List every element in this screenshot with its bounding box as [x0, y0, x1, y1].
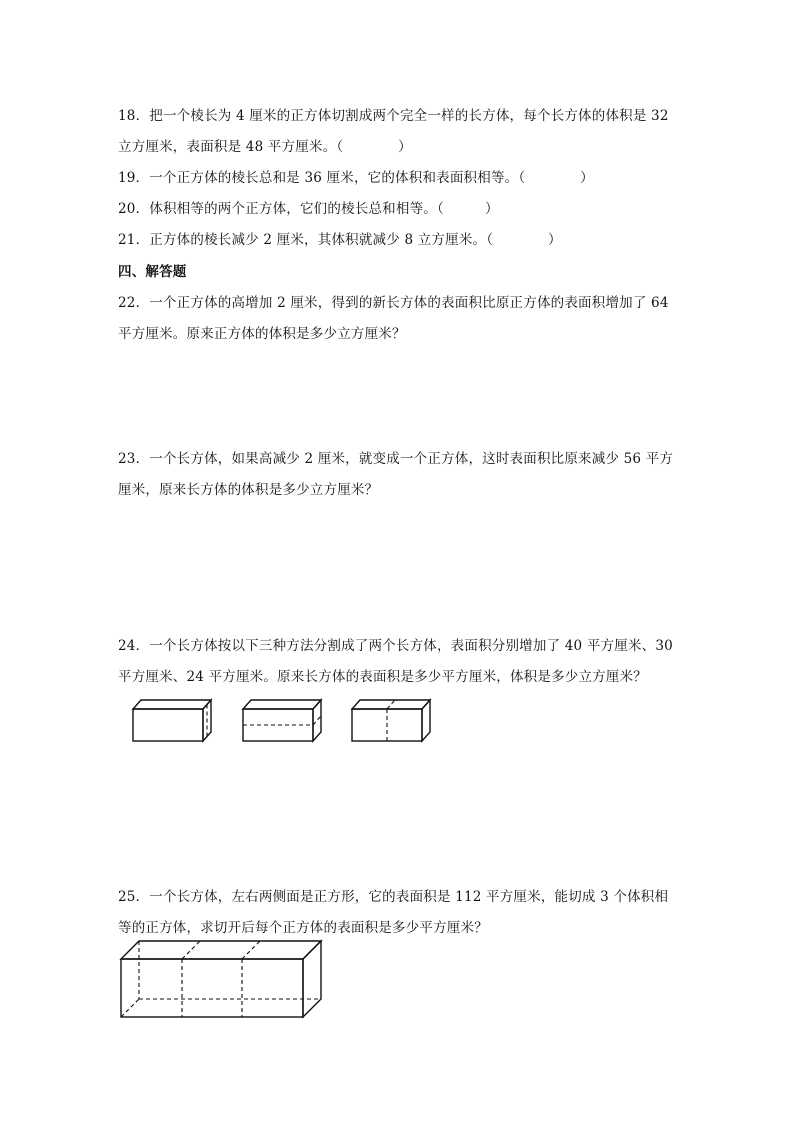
q19-text: 19．一个正方体的棱长总和是 36 厘米，它的体积和表面积相等。（ ）: [118, 170, 594, 186]
q24-text-line1: 24．一个长方体按以下三种方法分割成了两个长方体，表面积分别增加了 40 平方厘米、30: [118, 638, 673, 654]
q21-text: 21．正方体的棱长减少 2 厘米，其体积就减少 8 立方厘米。（ ）: [118, 232, 562, 248]
cuboid-cut-figure-1: [130, 695, 214, 745]
q25-text-line1: 25．一个长方体，左右两侧面是正方形，它的表面积是 112 平方厘米，能切成 3 个体积相: [118, 889, 669, 905]
q24-text-line2: 平方厘米、24 平方厘米。原来长方体的表面积是多少平方厘米，体积是多少立方厘米？: [118, 669, 647, 685]
section-heading: 四、解答题: [118, 264, 187, 280]
q22-text-line1: 22．一个正方体的高增加 2 厘米，得到的新长方体的表面积比原正方体的表面积增加了 64: [118, 295, 669, 311]
q18-text-line1: 18．把一个棱长为 4 厘米的正方体切割成两个完全一样的长方体，每个长方体的体积是 32: [118, 108, 669, 124]
q18-text-line2: 立方厘米，表面积是 48 平方厘米。（ ）: [118, 139, 412, 155]
q25-text-line2: 等的正方体，求切开后每个正方体的表面积是多少平方厘米？: [118, 920, 488, 936]
q20-text: 20．体积相等的两个正方体，它们的棱长总和相等。（ ）: [118, 201, 499, 217]
q22-text-line2: 平方厘米。原来正方体的体积是多少立方厘米？: [118, 326, 406, 342]
q23-text-line2: 厘米，原来长方体的体积是多少立方厘米？: [118, 482, 379, 498]
cuboid-cut-figure-2: [240, 695, 324, 745]
cuboid-three-cubes-figure: [118, 938, 328, 1022]
q23-text-line1: 23．一个长方体，如果高减少 2 厘米，就变成一个正方体，这时表面积比原来减少 56 平方: [118, 451, 674, 467]
cuboid-cut-figure-3: [349, 695, 433, 745]
